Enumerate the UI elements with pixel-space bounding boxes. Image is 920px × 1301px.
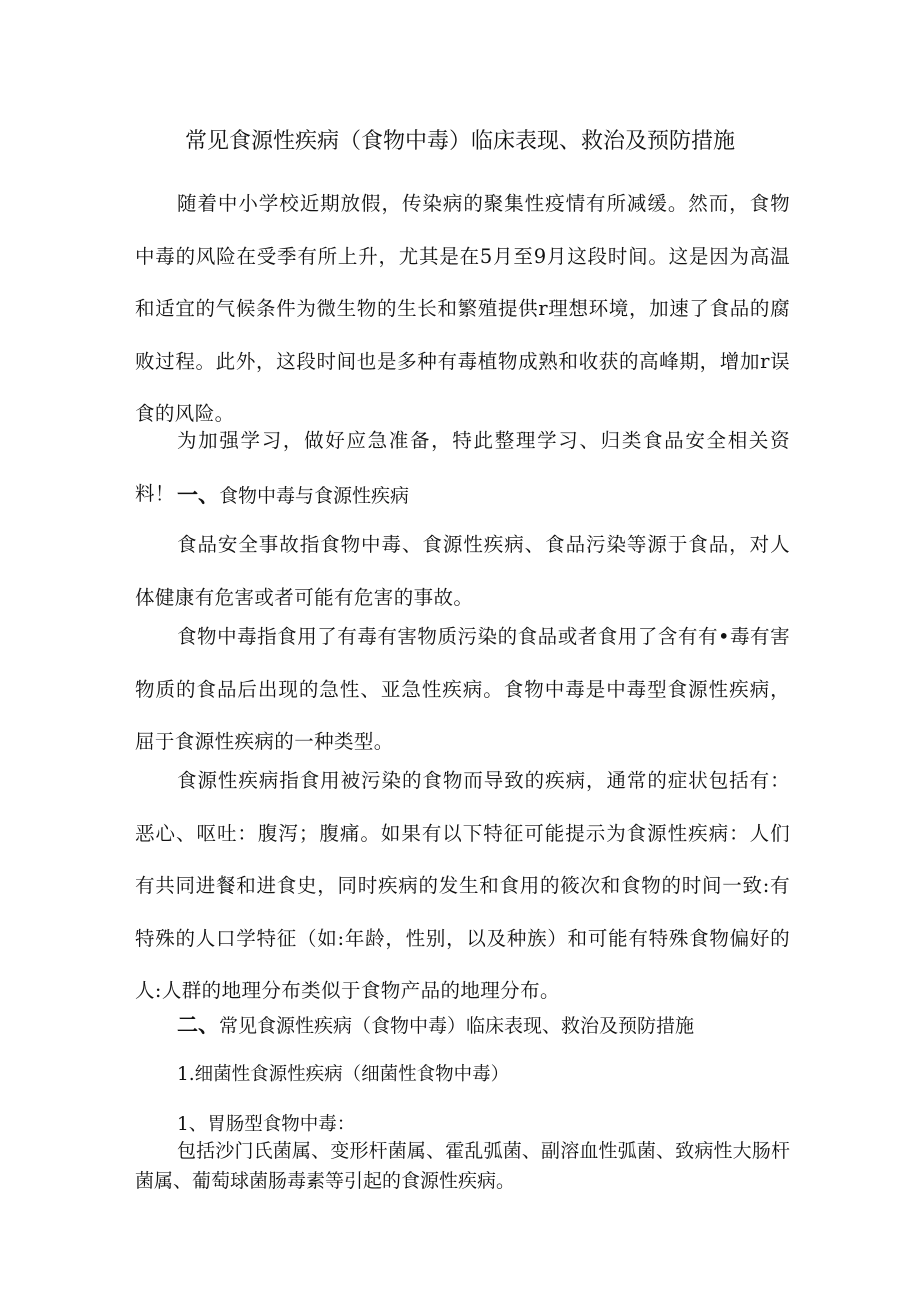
intro-paragraph: 随着中小学校近期放假，传染病的聚集性疫情有所减缓。然而，食物中毒的风险在受季有所上升，尤其是在5月至9月这段时间。这是因为高温和适宜的气候条件为微生物的生长和繁殖提供r理想环境，加速了食品的腐败过程。此外，这段时间也是多种有毒植物成熟和收获的高峰期，增加r误食的风险。: [135, 192, 790, 425]
subsection-1-1-heading: 1、胃肠型食物中毒：: [177, 1114, 356, 1135]
section-1-number: 一、: [177, 483, 219, 507]
document-title: 常见食源性疾病（食物中毒）临床表现、救治及预防措施: [184, 129, 735, 154]
subsection-1-1-text: 包括沙门氏菌属、变形杆菌属、霍乱弧菌、副溶血性弧菌、致病性大肠杆菌属、葡萄球菌肠毒素等引起的食源性疾病。: [135, 1140, 790, 1192]
section-2-number: 二、: [177, 1013, 219, 1037]
subsection-1-heading: 1.细菌性食源性疾病（细菌性食物中毒）: [177, 1064, 510, 1085]
purpose-paragraph: 为加强学习，做好应急准备，特此整理学习、归类食品安全相关资料！: [135, 429, 790, 505]
section-2-heading: [177, 1010, 797, 1041]
section-1-paragraph-1: 食品安全事故指食物中毒、食源性疾病、食品污染等源于食品，对人体健康有危害或者可能有危害的事故。: [135, 533, 790, 609]
section-1-heading-text: 食物中毒与食源性疾病: [219, 485, 410, 507]
section-1-paragraph-3: 食源性疾病指食用被污染的食物而导致的疾病，通常的症状包括有：恶心、呕吐：腹泻；腹痛。如果有以下特征可能提示为食源性疾病：人们有共同进餐和进食史，同时疾病的发生和食用的筱次和食物的时间一致:有特殊的人口学特征（如:年龄，性别，以及种族）和可能有特殊食物偏好的人:人群的地理分布类似于食物产品的地理分布。: [135, 769, 790, 1002]
section-2-heading-text: 常见食源性疾病（食物中毒）临床表现、救治及预防措施: [219, 1015, 695, 1037]
section-1-heading: [177, 480, 797, 511]
section-1-paragraph-2: 食物中毒指食用了有毒有害物质污染的食品或者食用了含有有•毒有害物质的食品后出现的急性、亚急性疾病。食物中毒是中毒型食源性疾病，屈于食源性疾病的一种类型。: [135, 625, 790, 753]
